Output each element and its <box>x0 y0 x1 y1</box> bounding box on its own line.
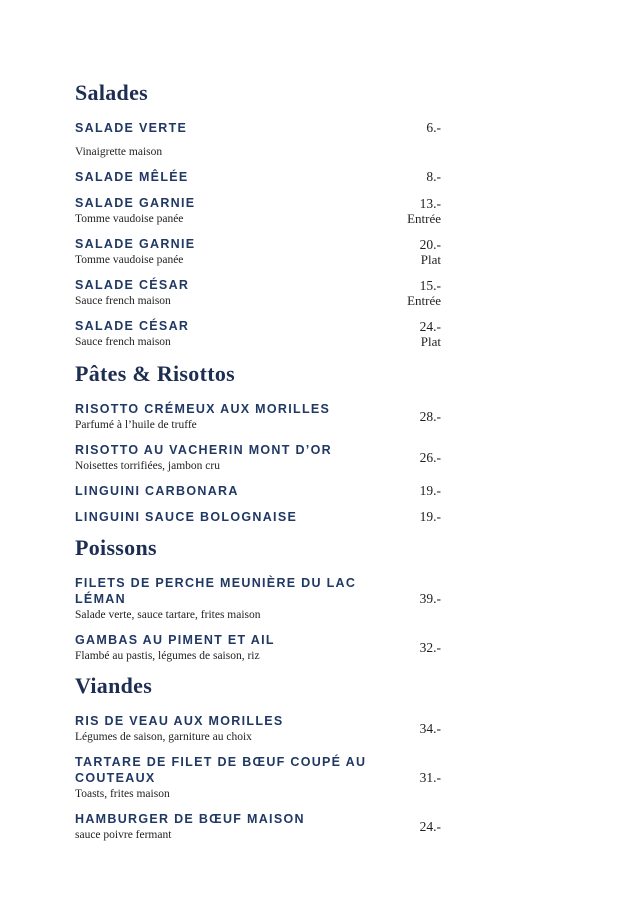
menu-item-main <box>75 401 375 432</box>
item-portion-label: Plat <box>420 333 441 349</box>
menu-item-pricing <box>375 196 441 226</box>
section-title: Viandes <box>75 673 153 698</box>
section-items <box>75 713 441 842</box>
menu-item <box>75 811 441 842</box>
menu-item-main <box>75 754 375 801</box>
menu-item-pricing <box>375 409 441 425</box>
menu-item-pricing <box>375 770 441 786</box>
menu-item-main <box>75 195 375 226</box>
menu-item-main <box>75 277 375 308</box>
menu-item <box>75 169 441 185</box>
item-name: TARTARE DE FILET DE BŒUF COUPÉ AU COUTEAUX <box>75 755 367 785</box>
item-description: sauce poivre fermant <box>75 829 172 841</box>
item-description: Parfumé à l’huile de truffe <box>75 419 197 431</box>
item-description: Tomme vaudoise panée <box>75 213 184 225</box>
menu-item-main <box>75 483 375 499</box>
menu-item-main <box>75 632 375 663</box>
menu-item-main <box>75 169 375 185</box>
item-portion-label: Entrée <box>407 210 441 226</box>
section-items <box>75 575 441 663</box>
menu-item <box>75 236 441 267</box>
item-name: RISOTTO CRÉMEUX AUX MORILLES <box>75 402 331 416</box>
menu-item-pricing <box>375 591 441 607</box>
item-price: 13.- <box>419 195 441 211</box>
menu-item-pricing <box>375 169 441 185</box>
menu-item-pricing <box>375 450 441 466</box>
menu-item <box>75 318 441 349</box>
item-price: 28.- <box>419 408 441 424</box>
item-description: Légumes de saison, garniture au choix <box>75 731 252 743</box>
item-description: Sauce french maison <box>75 295 171 307</box>
menu-item <box>75 575 441 622</box>
menu-item <box>75 442 441 473</box>
item-description: Sauce french maison <box>75 336 171 348</box>
menu-item <box>75 483 441 499</box>
menu-section <box>75 361 441 525</box>
section-title: Pâtes & Risottos <box>75 361 235 386</box>
menu-item-pricing <box>375 721 441 737</box>
menu-section <box>75 80 441 349</box>
item-description: Toasts, frites maison <box>75 788 170 800</box>
item-portion-label: Plat <box>420 251 441 267</box>
menu-item-pricing <box>375 120 441 136</box>
item-name: HAMBURGER DE BŒUF MAISON <box>75 812 305 826</box>
item-price: 15.- <box>419 277 441 293</box>
section-items <box>75 120 441 349</box>
menu-item-main <box>75 120 375 159</box>
menu-item-pricing <box>375 319 441 349</box>
item-name: SALADE CÉSAR <box>75 319 190 333</box>
item-name: SALADE GARNIE <box>75 237 196 251</box>
item-description: Tomme vaudoise panée <box>75 254 184 266</box>
menu-item <box>75 277 441 308</box>
menu-item-pricing <box>375 237 441 267</box>
section-items <box>75 401 441 525</box>
item-name: RIS DE VEAU AUX MORILLES <box>75 714 284 728</box>
menu-section <box>75 535 441 663</box>
menu-item-main <box>75 442 375 473</box>
item-price: 39.- <box>419 590 441 606</box>
item-description: Vinaigrette maison <box>75 146 163 158</box>
item-name: SALADE GARNIE <box>75 196 196 210</box>
item-name: RISOTTO AU VACHERIN MONT D’OR <box>75 443 332 457</box>
item-price: 20.- <box>419 236 441 252</box>
item-portion-label: Entrée <box>407 292 441 308</box>
item-name: LINGUINI SAUCE BOLOGNAISE <box>75 510 298 524</box>
item-name: FILETS DE PERCHE MEUNIÈRE DU LAC LÉMAN <box>75 576 357 606</box>
menu-item-pricing <box>375 278 441 308</box>
item-name: GAMBAS AU PIMENT ET AIL <box>75 633 275 647</box>
menu-item-pricing <box>375 819 441 835</box>
item-name: SALADE VERTE <box>75 121 188 135</box>
item-name: LINGUINI CARBONARA <box>75 484 239 498</box>
item-price: 26.- <box>419 449 441 465</box>
item-price: 31.- <box>419 769 441 785</box>
item-price: 19.- <box>419 509 441 524</box>
menu-section <box>75 673 441 842</box>
item-description: Flambé au pastis, légumes de saison, riz <box>75 650 260 662</box>
menu-item-main <box>75 318 375 349</box>
menu-item <box>75 509 441 525</box>
menu-item-main <box>75 575 375 622</box>
item-name: SALADE MÊLÉE <box>75 170 189 184</box>
item-price: 24.- <box>419 818 441 834</box>
menu-item <box>75 195 441 226</box>
menu-item-pricing <box>375 483 441 499</box>
item-price: 6.- <box>426 120 441 135</box>
menu-item-main <box>75 236 375 267</box>
menu-item <box>75 120 441 159</box>
item-price: 24.- <box>419 318 441 334</box>
section-title: Salades <box>75 80 149 105</box>
menu-item <box>75 401 441 432</box>
section-title: Poissons <box>75 535 157 560</box>
item-price: 34.- <box>419 720 441 736</box>
menu-item-main <box>75 509 375 525</box>
menu-item-pricing <box>375 509 441 525</box>
menu-content <box>75 80 441 852</box>
item-name: SALADE CÉSAR <box>75 278 190 292</box>
item-price: 32.- <box>419 639 441 655</box>
item-price: 8.- <box>426 169 441 184</box>
item-description: Noisettes torrifiées, jambon cru <box>75 460 220 472</box>
menu-item-pricing <box>375 640 441 656</box>
menu-item-main <box>75 713 375 744</box>
menu-item <box>75 713 441 744</box>
menu-item <box>75 754 441 801</box>
menu-item-main <box>75 811 375 842</box>
item-description: Salade verte, sauce tartare, frites maison <box>75 609 261 621</box>
menu-item <box>75 632 441 663</box>
item-price: 19.- <box>419 483 441 498</box>
